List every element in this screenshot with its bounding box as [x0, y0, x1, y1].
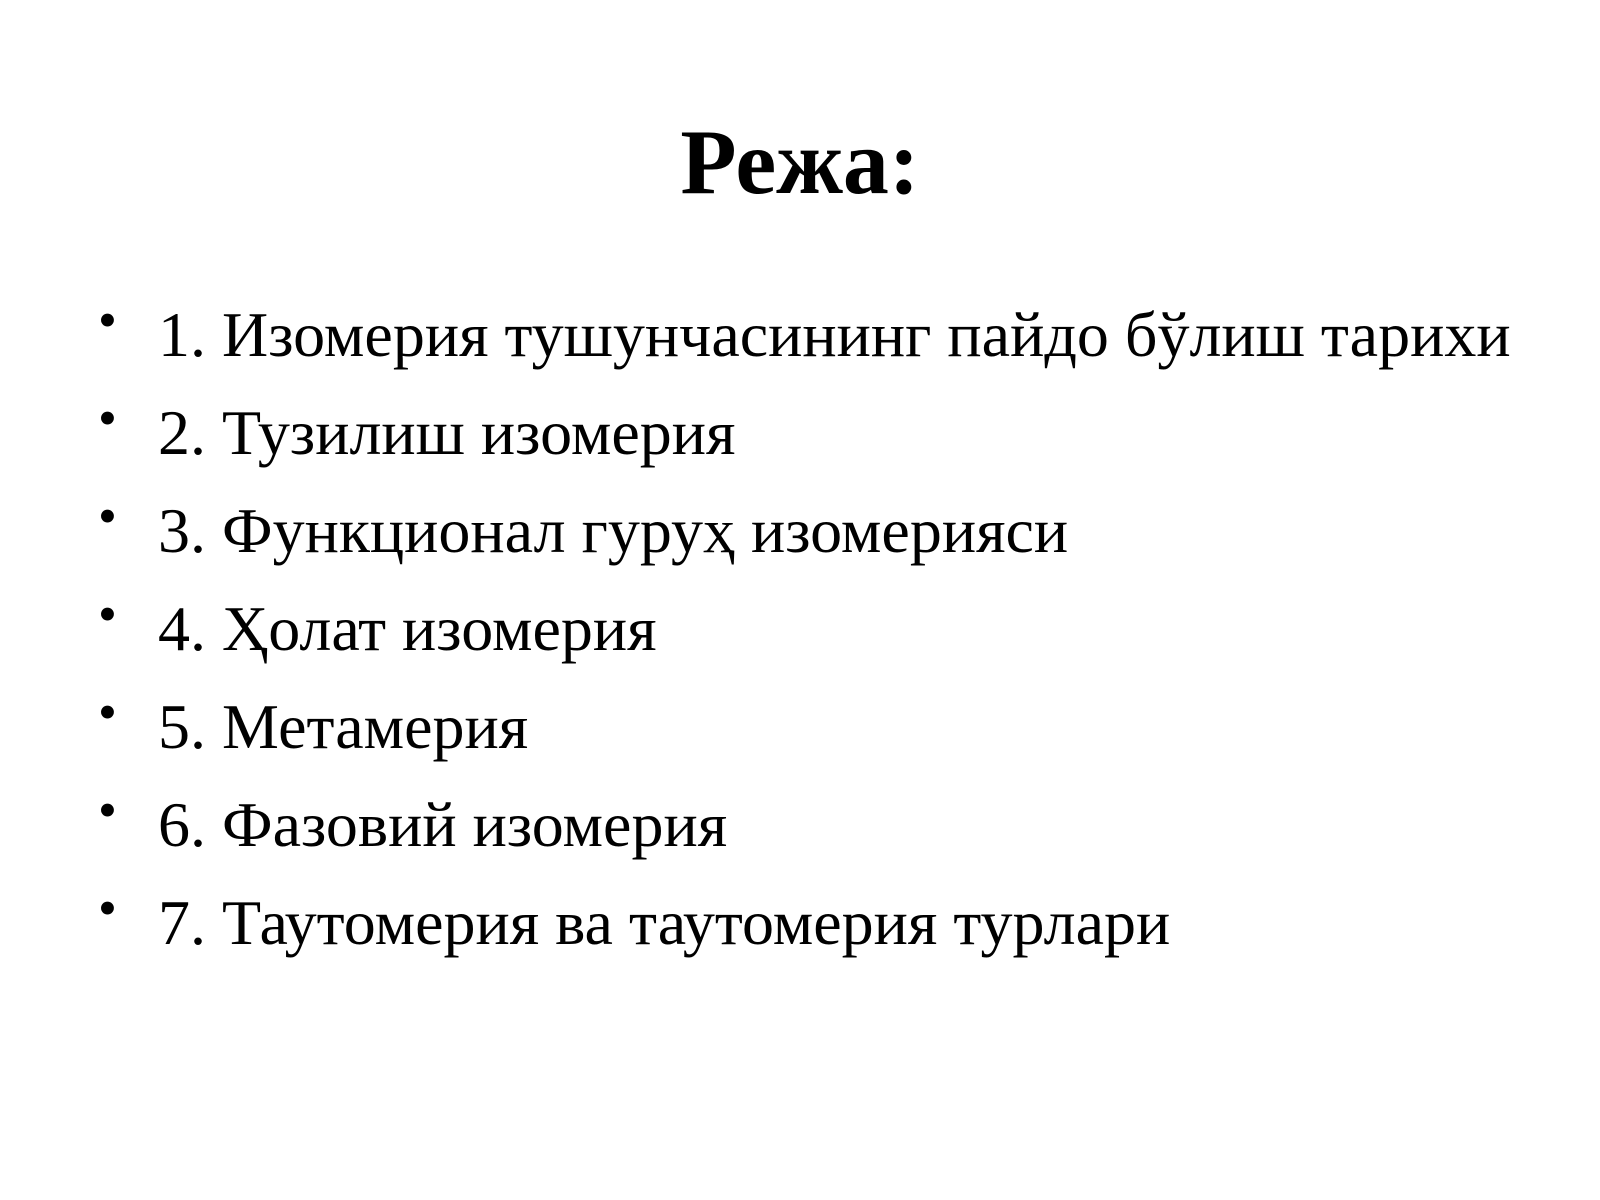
- bullet-icon: •: [98, 290, 117, 350]
- bullet-icon: •: [98, 584, 117, 644]
- list-item-text: 7. Таутомерия ва таутомерия турлари: [158, 887, 1171, 958]
- list-item-text: 2. Тузилиш изомерия: [158, 397, 736, 468]
- bullet-icon: •: [98, 780, 117, 840]
- bullet-icon: •: [98, 388, 117, 448]
- slide-title: Режа:: [680, 111, 920, 213]
- list-item: [98, 684, 1518, 770]
- bullet-icon: •: [98, 682, 117, 742]
- list-item: [98, 782, 1518, 868]
- list-item: [98, 586, 1518, 672]
- list-item: [98, 880, 1518, 966]
- bullet-list: [98, 292, 1518, 978]
- list-item-text: 1. Изомерия тушунчасининг пайдо бўлиш тарихи: [158, 299, 1511, 370]
- list-item-text: 4. Ҳолат изомерия: [158, 593, 657, 664]
- bullet-icon: •: [98, 878, 117, 938]
- list-item: [98, 488, 1518, 574]
- list-item-text: 6. Фазовий изомерия: [158, 789, 728, 860]
- list-item-text: 3. Функционал гуруҳ изомерияси: [158, 495, 1069, 566]
- list-item-text: 5. Метамерия: [158, 691, 529, 762]
- list-item: [98, 292, 1518, 378]
- list-item: [98, 390, 1518, 476]
- bullet-icon: •: [98, 486, 117, 546]
